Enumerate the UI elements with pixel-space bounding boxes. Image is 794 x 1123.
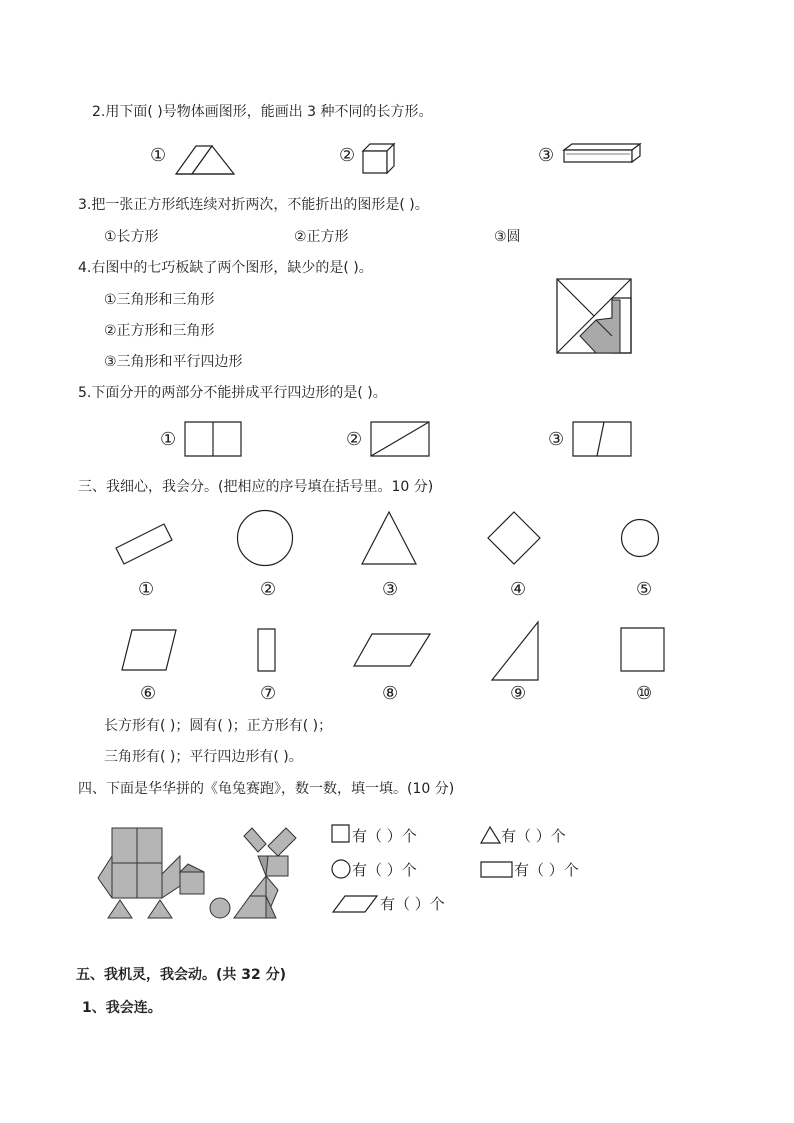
- shape-number-5: ⑤: [636, 579, 653, 600]
- shape-number-9: ⑨: [510, 683, 527, 704]
- rect-split-diagonal: [370, 421, 430, 457]
- parallelogram-shape-8: [352, 632, 432, 668]
- legend-triangle-icon: [480, 826, 502, 844]
- fill-rectangle: 有（ ）个: [514, 861, 579, 879]
- diamond-square-shape: [486, 510, 542, 566]
- q2-option-3-label: ③: [538, 145, 555, 166]
- tangram-figure: [556, 278, 632, 354]
- q2-option-1-label: ①: [150, 145, 167, 166]
- section5-sub1: 1、我会连。: [82, 1000, 162, 1016]
- section4-title: 四、下面是华华拼的《龟兔赛跑》，数一数，填一填。(10 分): [78, 781, 455, 797]
- prism-figure: [174, 141, 238, 177]
- shape-number-4: ④: [510, 579, 527, 600]
- tilted-rectangle-shape: [114, 512, 176, 566]
- parallelogram-shape-6: [120, 628, 178, 672]
- square-shape: [620, 627, 666, 673]
- legend-parallelogram-icon: [331, 894, 379, 914]
- fill-parallelogram: 有（ ）个: [380, 895, 445, 913]
- q5-text: 5.下面分开的两部分不能拼成平行四边形的是( )。: [78, 385, 387, 401]
- right-triangle-shape: [490, 620, 540, 682]
- q5-option-2-label: ②: [346, 429, 363, 450]
- legend-square-icon: [331, 824, 351, 844]
- q4-option-3: ③三角形和平行四边形: [104, 354, 243, 370]
- legend-circle-icon: [331, 859, 351, 879]
- rabbit-figure: [206, 826, 298, 922]
- fill-triangle: 有（ ）个: [501, 827, 566, 845]
- shape-number-7: ⑦: [260, 683, 277, 704]
- section3-title: 三、我细心，我会分。(把相应的序号填在括号里。10 分): [78, 479, 434, 495]
- large-circle-shape: [236, 509, 294, 567]
- q3-text: 3.把一张正方形纸连续对折两次，不能折出的图形是( )。: [78, 197, 429, 213]
- legend-rectangle-icon: [480, 861, 514, 879]
- section5-title: 五、我机灵，我会动。(共 32 分): [76, 967, 287, 983]
- tall-rectangle-shape: [257, 628, 277, 672]
- q3-option-2: ②正方形: [294, 229, 349, 245]
- q5-option-3-label: ③: [548, 429, 565, 450]
- shape-number-1: ①: [138, 579, 155, 600]
- rect-split-vertical: [184, 421, 242, 457]
- cube-figure: [362, 143, 396, 175]
- shape-number-10: ⑩: [636, 683, 653, 704]
- q4-text: 4.右图中的七巧板缺了两个图形，缺少的是( )。: [78, 260, 373, 276]
- q2-option-2-label: ②: [339, 145, 356, 166]
- section3-answer-line-2: 三角形有( )；平行四边形有( )。: [104, 749, 303, 765]
- shape-number-2: ②: [260, 579, 277, 600]
- q4-option-1: ①三角形和三角形: [104, 292, 215, 308]
- q3-option-1: ①长方形: [104, 229, 159, 245]
- fill-circle: 有（ ）个: [352, 861, 417, 879]
- shape-number-8: ⑧: [382, 683, 399, 704]
- fill-square: 有（ ）个: [352, 827, 417, 845]
- section3-answer-line-1: 长方形有( )；圆有( )；正方形有( )；: [104, 718, 333, 734]
- shape-number-3: ③: [382, 579, 399, 600]
- q3-option-3: ③圆: [494, 229, 521, 245]
- flat-box-figure: [562, 143, 642, 165]
- small-circle-shape: [620, 518, 660, 558]
- q2-text: 2.用下面( )号物体画图形，能画出 3 种不同的长方形。: [92, 104, 433, 120]
- shape-number-6: ⑥: [140, 683, 157, 704]
- rect-split-slanted: [572, 421, 632, 457]
- triangle-shape: [360, 510, 418, 566]
- q4-option-2: ②正方形和三角形: [104, 323, 215, 339]
- q5-option-1-label: ①: [160, 429, 177, 450]
